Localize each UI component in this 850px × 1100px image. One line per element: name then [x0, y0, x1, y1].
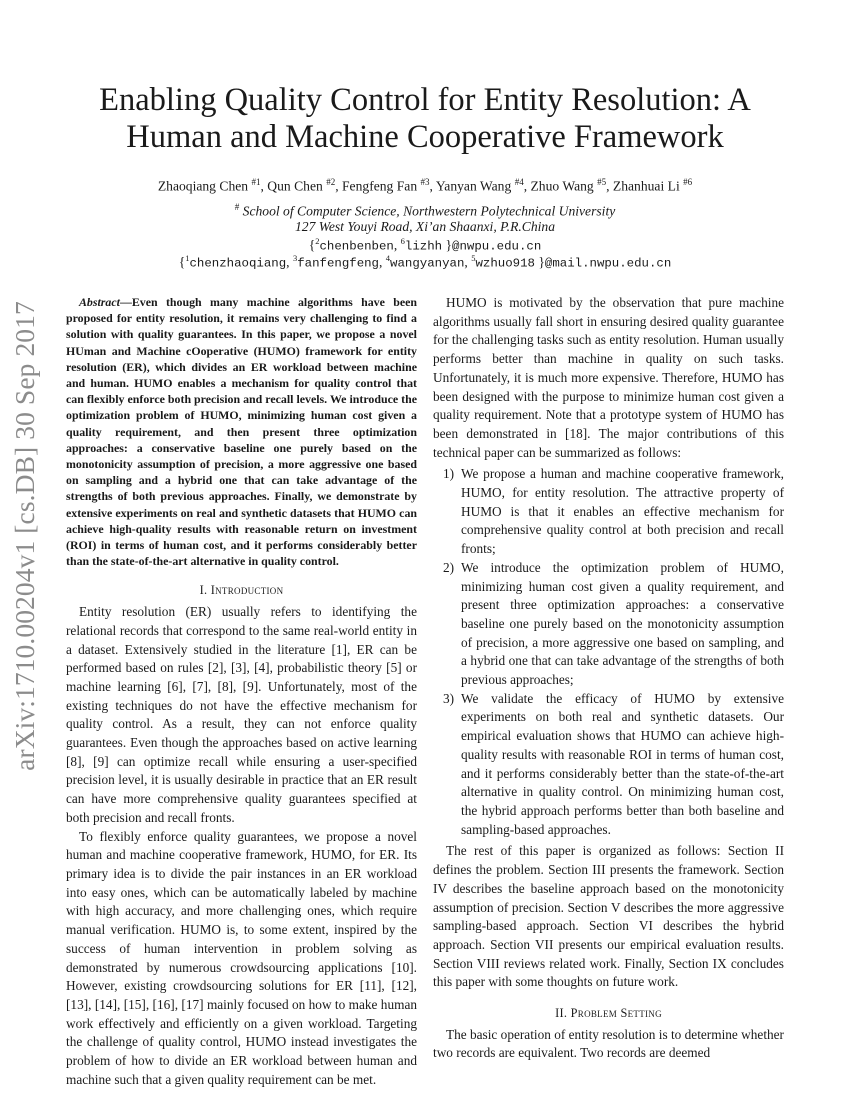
- email-index: 3: [292, 253, 298, 263]
- email-domain: @mail.nwpu.edu.cn: [544, 256, 672, 271]
- email-domain: @nwpu.edu.cn: [452, 239, 542, 254]
- section-title: Introduction: [210, 583, 284, 598]
- list-number: 2): [443, 559, 455, 575]
- paper-title: Enabling Quality Control for Entity Resolution: A Human and Machine Cooperative Framework: [99, 82, 751, 155]
- right-column: [433, 294, 784, 1063]
- motivation-paragraph: HUMO is motivated by the observation that pure machine algorithms usually fall short in ensuring desired quality guarantee for the challenging tasks such as entity resolution. Human usually performs better than machine in quality on such tasks. Unfortunately, it is much more expensive. Therefore, HUMO has been designed with the purpose to minimize human cost given a quality requirement. Note that a prototype system of HUMO has been demonstrated in [18]. The major contributions of this technical paper can be summarized as follows:: [433, 295, 784, 460]
- list-item: [443, 465, 784, 559]
- intro-paragraph-1: Entity resolution (ER) usually refers to identifying the relational records that correspond to the same real-world entity in a dataset. Extensively studied in the literature [1], ER can be performed based on rules [2], [3], [4], probabilistic theory [5] or machine learning [6], [7], [8], [9]. Unfortunately, most of the existing techniques do not have the effective mechanism for quality control. As a result, they can not enforce quality guarantees. Even though the approaches based on active learning [8], [9] can optimize recall while ensuring a user-specified precision level, it is usually desirable in practice that an ER result can have more comprehensive quality guarantees specified at both precision and recall fronts.: [66, 604, 417, 825]
- author-name: Fengfeng Fan: [342, 178, 418, 194]
- arxiv-stamp: [0, 292, 50, 780]
- email-index: 2: [315, 236, 320, 246]
- list-item: [443, 559, 784, 690]
- abstract: [66, 294, 417, 569]
- email-index: 1: [185, 253, 190, 263]
- author-mark: #1: [251, 177, 261, 187]
- email-index: 5: [471, 253, 476, 263]
- affiliation-school: [60, 202, 790, 220]
- author-name: Zhanhuai Li: [612, 178, 680, 194]
- author-mark: #3: [420, 177, 430, 187]
- list-item: [443, 690, 784, 840]
- author-list: Zhaoqiang Chen $^{\#1}$, Qun Chen $^{\#2}$, Fengfeng Fan $^{\#3}$, Yanyan Wang $^{\#4}$, Zhuo Wang $^{\#5}$, Zhanhuai Li $^{\#6}$: [157, 177, 693, 194]
- email-line-1: {$^2$chenbenben, $^6$lizhh }@nwpu.edu.cn: [308, 236, 542, 254]
- email-user[interactable]: wangyanyan: [390, 256, 465, 271]
- email-user[interactable]: chenzhaoqiang: [189, 256, 287, 271]
- author-mark: #4: [514, 177, 524, 187]
- author-name: Zhuo Wang: [530, 178, 594, 194]
- affiliation-school-text: School of Computer Science, Northwestern Polytechnical University: [242, 203, 616, 219]
- section-numeral: II.: [555, 1006, 568, 1021]
- author-name: Zhaoqiang Chen: [157, 178, 249, 194]
- section-title: Problem Setting: [570, 1006, 662, 1021]
- list-number: 3): [443, 690, 455, 706]
- email-user[interactable]: wzhuo918: [475, 256, 535, 271]
- abstract-label: Abstract: [79, 295, 120, 309]
- section-numeral: I.: [199, 583, 208, 598]
- intro-paragraph-2: To flexibly enforce quality guarantees, we propose a novel human and machine cooperative framework, HUMO, for ER. Its primary idea is to divide the pair instances in an ER workload into easy ones, which can be automatically labeled by machine with high accuracy, and more challenging ones, which require manual verification. HUMO is, to some extent, inspired by the success of human intervention in problem solving as demonstrated by numerous crowdsourcing applications [10]. However, existing crowdsourcing solutions for ER [11], [12], [13], [14], [15], [16], [17] mainly focused on how to make human work effectively and efficiently on a given workload. Targeting the challenge of quality control, HUMO instead investigates the problem of how to divide an ER workload between human and machine such that a given quality requirement can be met.: [66, 828, 417, 1087]
- author-mark: #5: [597, 177, 607, 187]
- list-number: 1): [443, 466, 455, 482]
- contribution-list: [433, 465, 784, 839]
- arxiv-stamp-text[interactable]: arXiv:1710.00204v1 [cs.DB] 30 Sep 2017: [9, 301, 40, 771]
- problem-paragraph: The basic operation of entity resolution is to determine whether two records are equivalent. Two records are deemed: [433, 1026, 784, 1061]
- email-user[interactable]: chenbenben: [319, 239, 394, 254]
- affiliation-address: 127 West Youyi Road, Xi’an Shaanxi, P.R.China: [294, 219, 556, 234]
- list-item-text: We introduce the optimization problem of HUMO, minimizing human cost given a quality requirement, and present three optimization approaches: a conservative baseline one purely based on the monotonicity assumption of precision, a more aggressive one based on sampling, and a hybrid one that can take advantage of the strengths of both previous approaches;: [461, 559, 784, 688]
- email-index: 4: [385, 253, 391, 263]
- abstract-text: —Even though many machine algorithms have been proposed for entity resolution, it remains very challenging to find a solution with quality guarantees. In this paper, we propose a novel HUman and Machine cOoperative (HUMO) framework for entity resolution (ER), which divides an ER workload between machine and human. HUMO enables a mechanism for quality control that can flexibly enforce both precision and recall levels. We introduce the optimization problem of HUMO, minimizing human cost given a quality requirement, and then present three optimization approaches: a conservative baseline one purely based on the monotonicity assumption of precision, a more aggressive one based on sampling and a hybrid one that can take advantage of the strengths of both previous approaches. Finally, we demonstrate by extensive experiments on real and synthetic datasets that HUMO can achieve high-quality results with reasonable return on investment (ROI) in terms of human cost, and it performs considerably better than the state-of-the-art alternative in quality control.: [66, 295, 417, 569]
- section-heading-introduction: [66, 581, 417, 600]
- author-mark: #6: [683, 177, 693, 187]
- email-line-2: {$^1$chenzhaoqiang, $^3$fanfengfeng, $^4$wangyanyan, $^5$wzhuo918 }@mail.nwpu.edu.cn: [178, 253, 672, 271]
- author-name: Yanyan Wang: [435, 178, 512, 194]
- author-mark: #2: [326, 177, 336, 187]
- list-item-text: We propose a human and machine cooperative framework, HUMO, for entity resolution. The attractive property of HUMO is that it enables an effective mechanism for comprehensive quality control at both precision and recall fronts;: [461, 466, 784, 557]
- email-index: 6: [400, 236, 405, 246]
- author-name: Qun Chen: [267, 178, 323, 194]
- affiliation-mark: #: [234, 202, 240, 212]
- left-column: [66, 294, 417, 1089]
- list-item-text: We validate the efficacy of HUMO by extensive experiments on both real and synthetic datasets. Our empirical evaluation shows that HUMO can achieve high-quality results with reasonable ROI in terms of human cost, and it performs considerably better than the state-of-the-art alternative in quality control. On minimizing human cost, the hybrid approach performs better than both baseline and sampling-based approaches.: [461, 690, 784, 837]
- organization-paragraph: The rest of this paper is organized as follows: Section II defines the problem. Section III presents the framework. Section IV describes the baseline approach based on the monotonicity assumption of precision. Section V describes the more aggressive sampling-based approach. Section VI describes the hybrid approach. Section VII presents our empirical evaluation results. Section VIII reviews related work. Finally, Section IX concludes this paper with some thoughts on future work.: [433, 843, 784, 990]
- email-user[interactable]: fanfengfeng: [297, 256, 379, 271]
- section-heading-problem-setting: [433, 1004, 784, 1023]
- email-user[interactable]: lizhh: [404, 239, 443, 254]
